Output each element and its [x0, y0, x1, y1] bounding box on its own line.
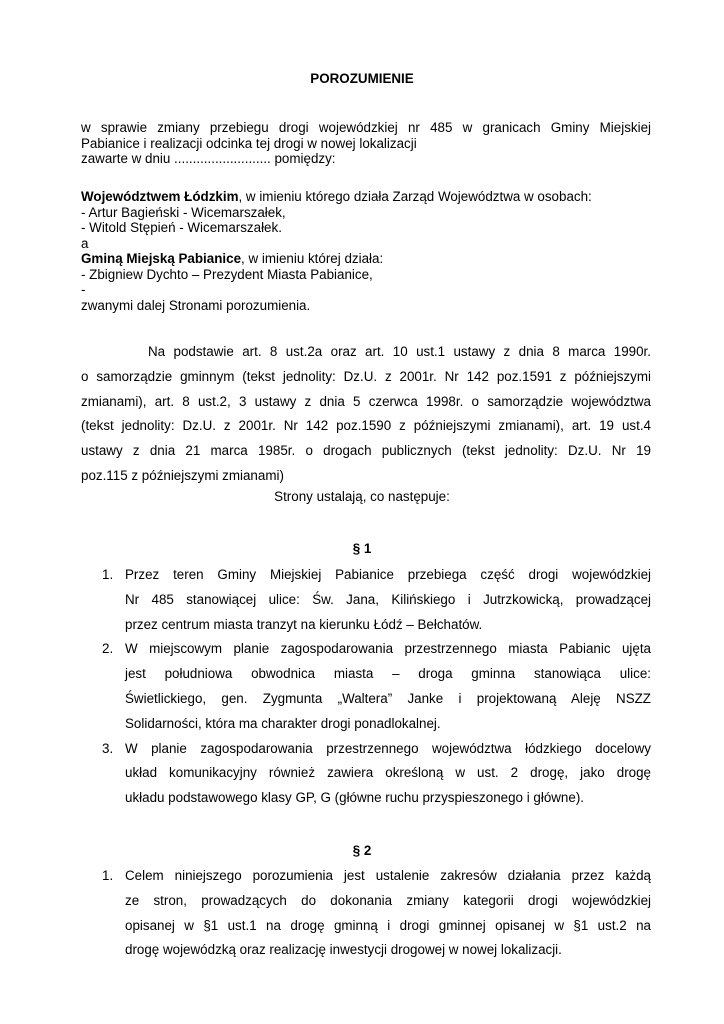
party-1-representative: - Artur Bagieński - Wicemarszałek,: [81, 204, 286, 220]
parties-closing: zwanymi dalej Stronami porozumienia.: [81, 297, 311, 313]
legal-basis-line: (tekst jednolity: Dz.U. z 2001r. Nr 142 poz.1590 z późniejszymi zmianami), art. 19 ust.4: [81, 418, 651, 434]
item-line: W miejscowym planie zagospodarowania przestrzennego miasta Pabianic ujęta: [125, 641, 651, 657]
item-number: 1.: [102, 868, 114, 883]
item-line: Nr 485 stanowiącej ulice: Św. Jana, Kilińskiego i Jutrzkowicką, prowadzącej: [125, 591, 651, 607]
party-1-description: , w imieniu którego działa Zarząd Województwa w osobach:: [238, 189, 592, 204]
party-1-name: Województwem Łódzkim: [81, 189, 239, 204]
document-title: POROZUMIENIE: [310, 71, 414, 86]
item-line: opisanej w §1 ust.1 na drogę gminną i drogi gminnej opisanej w §1 ust.2 na: [125, 917, 651, 933]
party-1-representative: - Witold Stępień - Wicemarszałek.: [81, 220, 282, 235]
list-item: [81, 637, 651, 736]
section-1-list: [81, 563, 651, 811]
subject-line: w sprawie zmiany przebiegu drogi wojewódzkiej nr 485 w granicach Gminy Miejskiej: [81, 120, 651, 135]
agreement-subject: [81, 120, 651, 167]
list-item: [81, 737, 651, 811]
party-2-name: Gminą Miejską Pabianice: [81, 251, 242, 266]
item-line: Świetlickiego, gen. Zygmunta „Waltera” Janke i projektowaną Aleję NSZZ: [125, 690, 651, 706]
legal-basis-line: o samorządzie gminnym (tekst jednolity: Dz.U. z 2001r. Nr 142 poz.1591 z późniejszymi: [81, 368, 651, 384]
parties-block: [81, 189, 651, 313]
item-line: Celem niniejszego porozumienia jest ustalenie zakresów działania przez każdą: [125, 868, 651, 883]
item-number: 3.: [102, 740, 114, 756]
item-line: drogę wojewódzką oraz realizację inwestycji drogowej w nowej lokalizacji.: [125, 942, 562, 958]
item-line: układu podstawowego klasy GP, G (główne ruchu przyspieszonego i główne).: [125, 790, 585, 806]
agreement-statement: Strony ustalają, co następuje:: [274, 489, 450, 504]
party-1: [81, 189, 651, 205]
item-line: układ komunikacyjny również zawiera określoną w ust. 2 drogę, jako drogę: [125, 765, 651, 781]
item-line: przez centrum miasta tranzyt na kierunku Łódź – Bełchatów.: [125, 616, 483, 632]
section-2-list: [81, 864, 651, 963]
party-2-description: , w imieniu której działa:: [241, 251, 384, 266]
subject-line: Pabianice i realizacji odcinka tej drogi w nowej lokalizacji: [81, 135, 417, 151]
item-line: Solidarności, która ma charakter drogi ponadlokalnej.: [125, 715, 441, 731]
legal-basis: [81, 340, 651, 489]
legal-basis-line: ustawy z dnia 21 marca 1985r. o drogach publicznych (tekst jednolity: Dz.U. Nr 19: [81, 443, 651, 459]
item-line: ze stron, prowadzących do dokonania zmiany kategorii drogi wojewódzkiej: [125, 892, 651, 908]
legal-basis-line: poz.115 z późniejszymi zmianami): [81, 467, 284, 483]
item-number: 1.: [102, 567, 114, 582]
section-2-title: § 2: [352, 843, 372, 858]
party-2-representative: -: [81, 282, 86, 297]
party-2-representative: - Zbigniew Dychto – Prezydent Miasta Pabianice,: [81, 266, 373, 282]
legal-basis-line: zmianami), art. 8 ust.2, 3 ustawy z dnia 5 czerwca 1998r. o samorządzie województwa: [81, 393, 651, 409]
item-line: jest południowa obwodnica miasta – droga gminna stanowiąca ulice:: [125, 666, 651, 682]
item-line: Przez teren Gminy Miejskiej Pabianice przebiega część drogi wojewódzkiej: [125, 567, 651, 582]
date-line: zawarte w dniu .......................... pomiędzy:: [81, 151, 336, 166]
list-item: [81, 563, 651, 637]
item-line: W planie zagospodarowania przestrzennego województwa łódzkiego docelowy: [125, 740, 651, 756]
list-item: [81, 864, 651, 963]
item-number: 2.: [102, 641, 114, 657]
conjunction: a: [81, 235, 89, 251]
section-1-title: § 1: [352, 541, 372, 556]
legal-basis-line: Na podstawie art. 8 ust.2a oraz art. 10 ust.1 ustawy z dnia 8 marca 1990r.: [148, 344, 651, 359]
party-2: [81, 251, 651, 267]
